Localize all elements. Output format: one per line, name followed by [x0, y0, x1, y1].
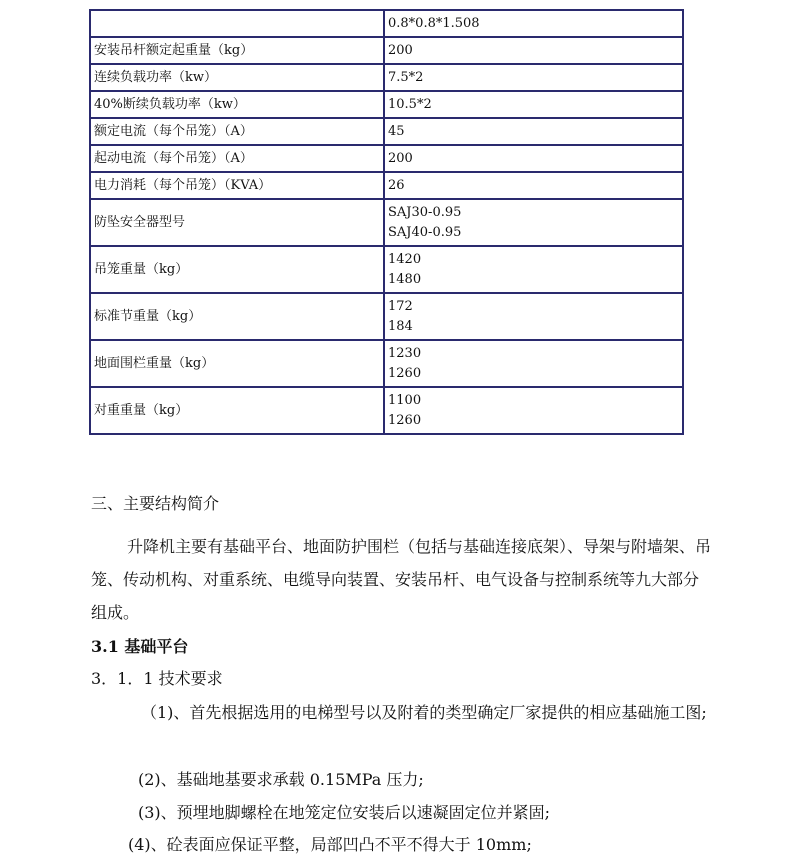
row-label: 起动电流（每个吊笼）（A） — [90, 145, 384, 172]
value-line: 45 — [388, 123, 405, 139]
table-row — [90, 64, 683, 91]
value-line: 0.8*0.8*1.508 — [388, 15, 480, 31]
row-label: 电力消耗（每个吊笼）（KVA） — [90, 172, 384, 199]
table-row — [90, 246, 683, 293]
row-label: 安装吊杆额定起重量（kg） — [90, 37, 384, 64]
value-line: 200 — [388, 42, 413, 58]
row-value — [384, 387, 683, 434]
table-row — [90, 37, 683, 64]
row-label: 地面围栏重量（kg） — [90, 340, 384, 387]
value-line: 7.5*2 — [388, 69, 424, 85]
row-value — [384, 172, 683, 199]
row-value — [384, 10, 683, 37]
row-value — [384, 37, 683, 64]
table-row — [90, 10, 683, 37]
table-row — [90, 199, 683, 246]
row-label — [90, 10, 384, 37]
row-value — [384, 64, 683, 91]
row-value — [384, 246, 683, 293]
table-row — [90, 118, 683, 145]
value-line: 1260 — [388, 365, 422, 381]
row-label: 吊笼重量（kg） — [90, 246, 384, 293]
requirement-item: (4)、砼表面应保证平整，局部凹凸不平不得大于 10mm; — [128, 835, 532, 854]
table-row — [90, 340, 683, 387]
requirement-item: (2)、基础地基要求承载 0.15MPa 压力; — [138, 770, 424, 789]
value-line: 1420 — [388, 251, 422, 267]
value-line: SAJ30-0.95 — [388, 204, 462, 220]
row-label: 额定电流（每个吊笼）（A） — [90, 118, 384, 145]
table-row — [90, 293, 683, 340]
value-line: 26 — [388, 177, 405, 193]
spec-table — [89, 9, 684, 435]
value-line: 1230 — [388, 345, 422, 361]
value-line: 172 — [388, 298, 413, 314]
table-row — [90, 387, 683, 434]
table-row — [90, 91, 683, 118]
row-label: 连续负载功率（kw） — [90, 64, 384, 91]
row-value — [384, 91, 683, 118]
row-value — [384, 145, 683, 172]
value-line: 10.5*2 — [388, 96, 432, 112]
subsub-heading: 3．1．1 技术要求 — [91, 669, 223, 688]
requirement-item: (3)、预埋地脚螺栓在地笼定位安装后以速凝固定位并紧固; — [138, 803, 551, 822]
table-row — [90, 172, 683, 199]
value-line: 1260 — [388, 412, 422, 428]
value-line: 200 — [388, 150, 413, 166]
row-label: 标准节重量（kg） — [90, 293, 384, 340]
sub-heading: 3.1 基础平台 — [91, 637, 189, 656]
row-label: 40%断续负载功率（kw） — [90, 91, 384, 118]
intro-paragraph: 升降机主要有基础平台、地面防护围栏（包括与基础连接底架）、导架与附墙架、吊笼、传动机构、对重系统、电缆导向装置、安装吊杆、电气设备与控制系统等九大部分组成。 — [91, 537, 712, 622]
section-heading: 三、主要结构简介 — [91, 494, 220, 513]
row-value — [384, 340, 683, 387]
row-value — [384, 199, 683, 246]
value-line: 1480 — [388, 271, 422, 287]
table-row — [90, 145, 683, 172]
requirement-item: （1)、首先根据选用的电梯型号以及附着的类型确定厂家提供的相应基础施工图; — [141, 703, 707, 722]
row-value — [384, 293, 683, 340]
value-line: 1100 — [388, 392, 422, 408]
row-value — [384, 118, 683, 145]
value-line: SAJ40-0.95 — [388, 224, 462, 240]
row-label: 对重重量（kg） — [90, 387, 384, 434]
row-label: 防坠安全器型号 — [90, 199, 384, 246]
value-line: 184 — [388, 318, 413, 334]
